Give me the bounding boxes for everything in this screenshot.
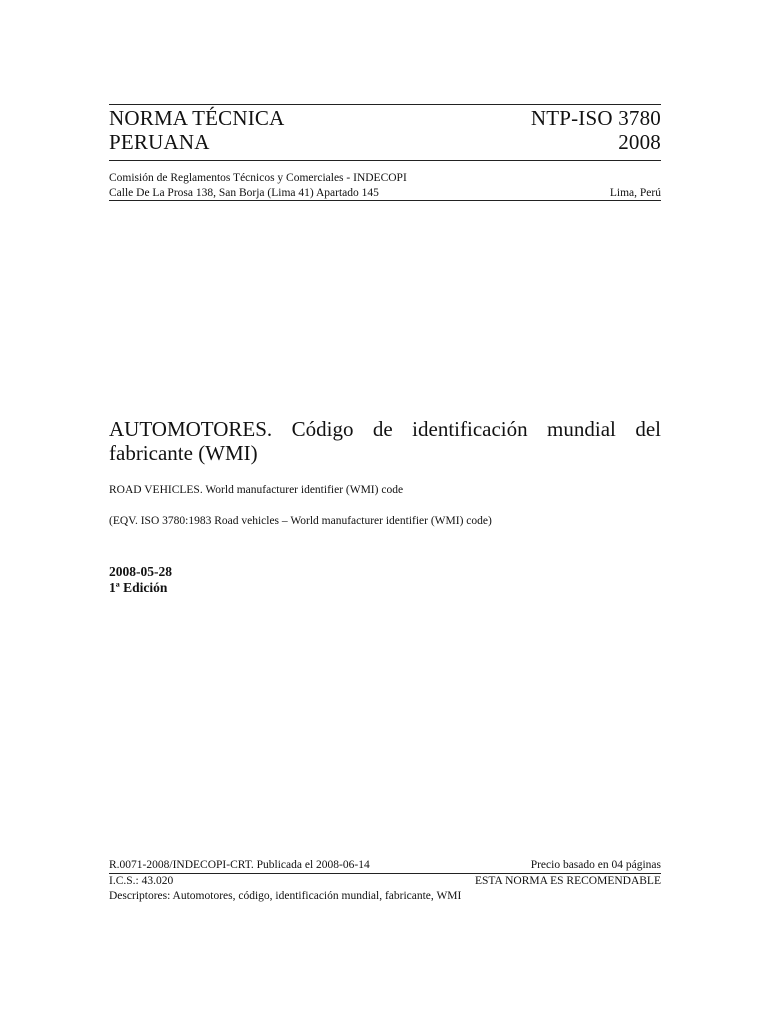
resolution-reference: R.0071-2008/INDECOPI-CRT. Publicada el 2008-06-14 xyxy=(109,859,370,871)
standard-year: 2008 xyxy=(618,130,661,154)
standard-type-line2: PERUANA xyxy=(109,130,210,154)
footer-row-3 xyxy=(109,889,661,903)
descriptors: Descriptores: Automotores, código, identificación mundial, fabricante, WMI xyxy=(109,890,462,902)
commission-city: Lima, Perú xyxy=(609,187,661,199)
footer-row-2 xyxy=(109,874,661,888)
footer-row-1 xyxy=(109,858,661,872)
ics-code: I.C.S.: 43.020 xyxy=(109,875,174,887)
header-bottom-rule xyxy=(109,200,661,201)
header-row-1 xyxy=(109,106,661,130)
header-row-2 xyxy=(109,130,661,154)
header-middle-rule xyxy=(109,160,661,161)
commission-name: Comisión de Reglamentos Técnicos y Comerciales - INDECOPI xyxy=(109,172,407,184)
standard-type-line1: NORMA TÉCNICA xyxy=(109,106,285,130)
price-basis: Precio basado en 04 páginas xyxy=(530,859,661,871)
commission-address: Calle De La Prosa 138, San Borja (Lima 41) Apartado 145 xyxy=(109,187,379,199)
recommendation-status: ESTA NORMA ES RECOMENDABLE xyxy=(475,875,661,887)
approval-date: 2008-05-28 xyxy=(109,564,172,579)
edition: 1ª Edición xyxy=(109,580,168,595)
standard-code: NTP-ISO 3780 xyxy=(530,106,661,130)
header-top-rule xyxy=(109,104,661,105)
commission-row xyxy=(109,171,661,185)
address-row xyxy=(109,186,661,200)
document-title: AUTOMOTORES. Código de identificación mundial del fabricante (WMI) xyxy=(109,417,661,465)
english-title: ROAD VEHICLES. World manufacturer identifier (WMI) code xyxy=(109,484,404,496)
equivalence-note: (EQV. ISO 3780:1983 Road vehicles – World manufacturer identifier (WMI) code) xyxy=(109,515,492,527)
